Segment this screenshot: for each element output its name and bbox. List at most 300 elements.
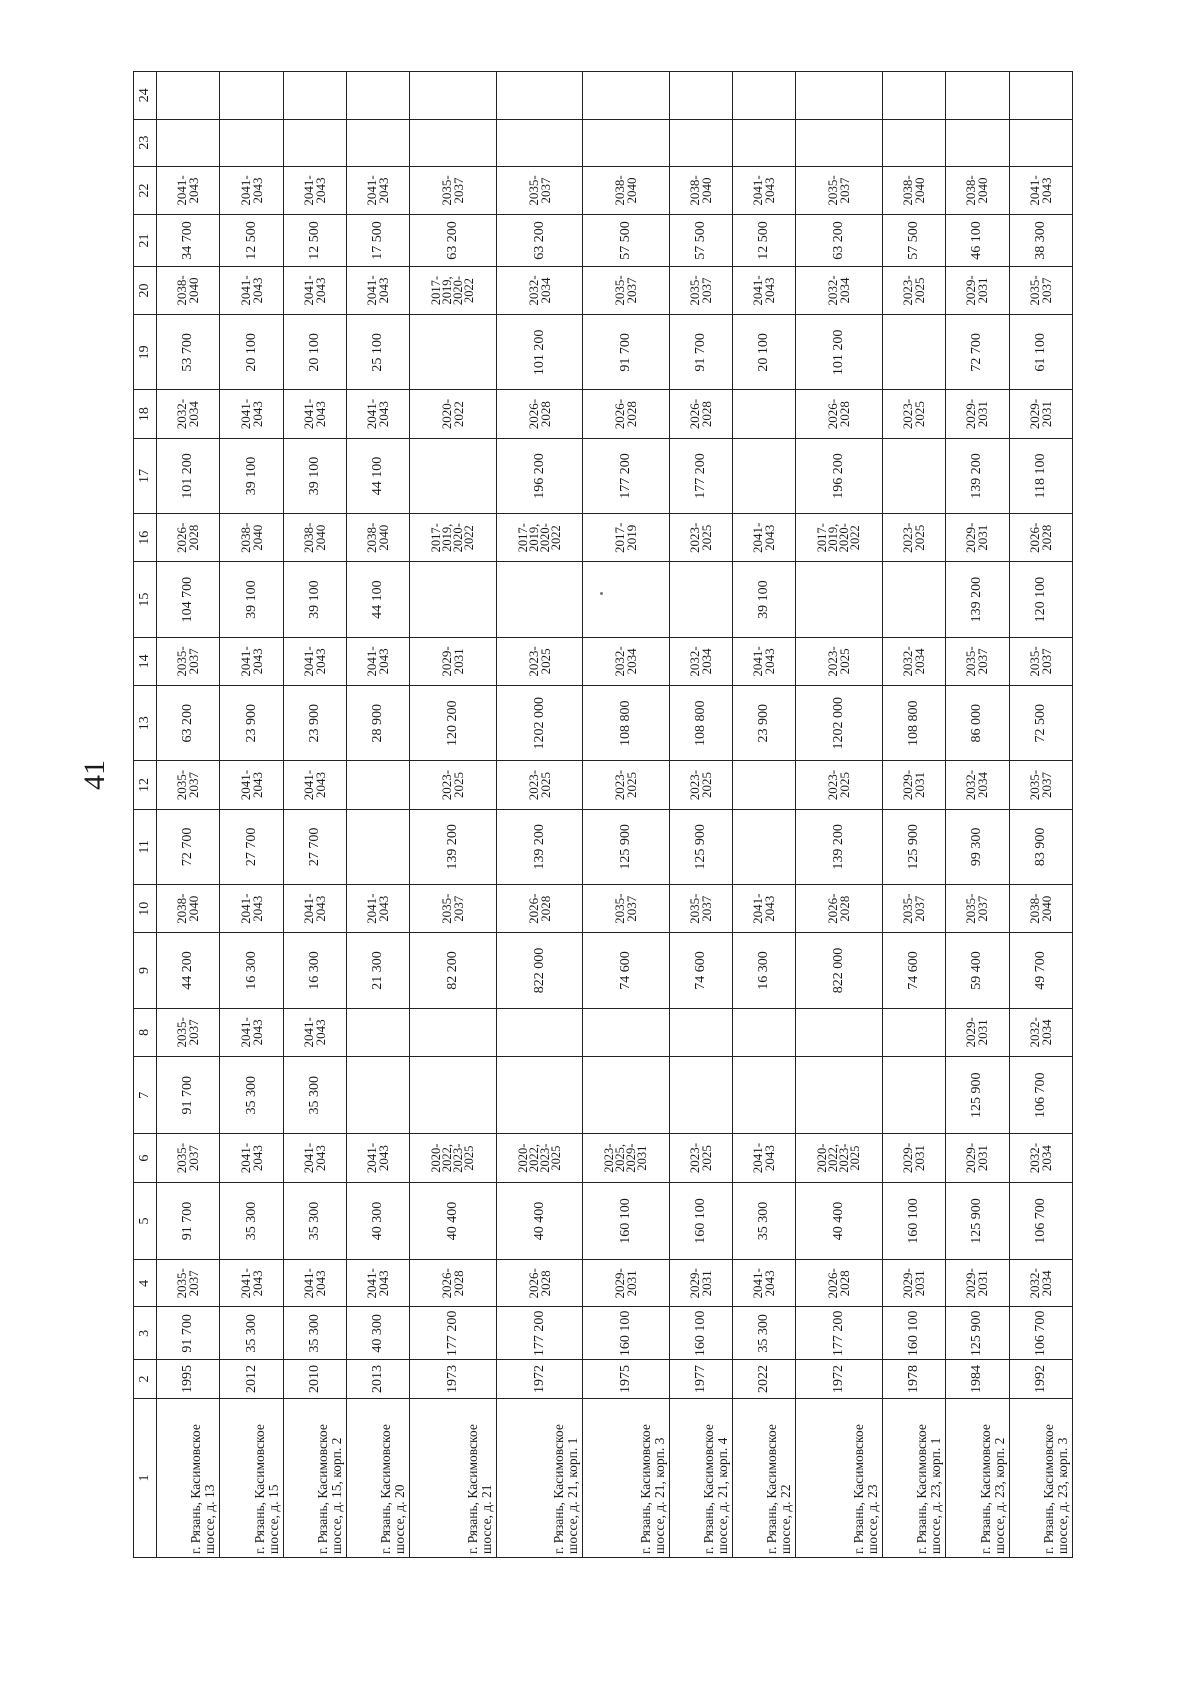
table-cell <box>157 119 220 166</box>
table-cell: 2029- 2031 <box>946 514 1009 562</box>
table-cell: 125 900 <box>946 1057 1009 1134</box>
table-cell: 2041- 2043 <box>347 390 410 438</box>
address-cell: г. Рязань, Касимовское шоссе, д. 21, корп. 4 <box>669 1398 732 1557</box>
table-cell <box>347 809 410 884</box>
table-cell: 106 700 <box>1009 1307 1073 1360</box>
table-cell: 160 100 <box>882 1182 945 1259</box>
table-cell <box>347 119 410 166</box>
table-cell: 108 800 <box>882 686 945 761</box>
table-cell: 2035- 2037 <box>946 637 1009 685</box>
table-cell: 2020- 2022, 2023- 2025 <box>410 1134 496 1182</box>
table-cell: 2023- 2025 <box>796 637 882 685</box>
table-cell: 2029- 2031 <box>946 1008 1009 1056</box>
table-cell <box>220 72 283 120</box>
table-cell <box>669 119 732 166</box>
table-cell: 46 100 <box>946 215 1009 267</box>
table-row <box>220 72 283 1558</box>
table-cell: 2035- 2037 <box>669 885 732 933</box>
table-row <box>946 72 1009 1558</box>
table-cell: 2041- 2043 <box>283 1008 346 1056</box>
table-cell: 196 200 <box>496 438 582 513</box>
table-cell: 2029- 2031 <box>946 1134 1009 1182</box>
column-number-cell: 14 <box>134 637 157 685</box>
table-cell: 2035- 2037 <box>1009 637 1073 685</box>
table-cell: 35 300 <box>220 1057 283 1134</box>
column-number-cell: 8 <box>134 1008 157 1056</box>
table-row <box>583 72 669 1558</box>
table-cell: 2038- 2040 <box>220 514 283 562</box>
table-cell: 2035- 2037 <box>946 885 1009 933</box>
table-cell: 2041- 2043 <box>220 390 283 438</box>
table-cell: 2035- 2037 <box>157 1260 220 1307</box>
table-cell <box>583 72 669 120</box>
table-cell <box>1009 72 1073 120</box>
table-cell: 72 500 <box>1009 686 1073 761</box>
table-cell: 177 200 <box>583 438 669 513</box>
table-cell: 2038- 2040 <box>347 514 410 562</box>
column-number-cell: 6 <box>134 1134 157 1182</box>
table-cell <box>583 1057 669 1134</box>
table-cell: 2026- 2028 <box>796 885 882 933</box>
column-number-row <box>134 72 157 1558</box>
table-cell: 40 400 <box>496 1182 582 1259</box>
table-cell: 63 200 <box>496 215 582 267</box>
table-cell: 2041- 2043 <box>347 885 410 933</box>
table-cell <box>583 562 669 637</box>
table-cell: 2041- 2043 <box>220 761 283 809</box>
table-cell: 39 100 <box>283 562 346 637</box>
table-cell: 2023- 2025 <box>669 761 732 809</box>
address-cell: г. Рязань, Касимовское шоссе, д. 23, корп. 3 <box>1009 1398 1073 1557</box>
table-cell: 2041- 2043 <box>220 637 283 685</box>
table-cell <box>410 1008 496 1056</box>
table-cell: 2023- 2025, 2029- 2031 <box>583 1134 669 1182</box>
table-cell: 2017- 2019, 2020- 2022 <box>496 514 582 562</box>
column-number-cell: 20 <box>134 266 157 314</box>
table-cell: 2029- 2031 <box>882 1134 945 1182</box>
table-cell: 49 700 <box>1009 933 1073 1008</box>
table-cell <box>733 438 796 513</box>
table-cell: 101 200 <box>496 315 582 390</box>
column-number-cell: 9 <box>134 933 157 1008</box>
table-cell: 2041- 2043 <box>220 266 283 314</box>
table-cell: 2032- 2034 <box>496 266 582 314</box>
table-cell: 39 100 <box>220 438 283 513</box>
table-cell: 160 100 <box>583 1182 669 1259</box>
table-cell: 2035- 2037 <box>157 637 220 685</box>
table-cell <box>496 72 582 120</box>
table-cell: 12 500 <box>733 215 796 267</box>
table-cell: 120 100 <box>1009 562 1073 637</box>
table-cell: 2023- 2025 <box>669 1134 732 1182</box>
table-cell: 2029- 2031 <box>410 637 496 685</box>
table-cell: 2026- 2028 <box>496 885 582 933</box>
address-cell: г. Рязань, Касимовское шоссе, д. 23 <box>796 1398 882 1557</box>
build-year-cell: 2012 <box>220 1360 283 1399</box>
table-cell: 74 600 <box>882 933 945 1008</box>
table-cell: 99 300 <box>946 809 1009 884</box>
build-year-cell: 1995 <box>157 1360 220 1399</box>
table-cell <box>733 1008 796 1056</box>
table-cell: 139 200 <box>410 809 496 884</box>
table-cell: 2038- 2040 <box>157 885 220 933</box>
table-cell: 20 100 <box>220 315 283 390</box>
table-cell: 2041- 2043 <box>733 514 796 562</box>
table-cell: 2035- 2037 <box>496 166 582 214</box>
table-cell: 72 700 <box>946 315 1009 390</box>
table-cell <box>347 1057 410 1134</box>
capital-repair-schedule-table <box>133 71 1073 1558</box>
table-row <box>733 72 796 1558</box>
table-cell: 822 000 <box>796 933 882 1008</box>
table-cell: 82 200 <box>410 933 496 1008</box>
table-cell <box>882 562 945 637</box>
table-row <box>496 72 582 1558</box>
table-cell: 57 500 <box>882 215 945 267</box>
table-cell: 2038- 2040 <box>669 166 732 214</box>
table-cell: 23 900 <box>733 686 796 761</box>
table-cell: 2041- 2043 <box>283 885 346 933</box>
table-cell: 108 800 <box>669 686 732 761</box>
table-cell: 2041- 2043 <box>220 1008 283 1056</box>
table-cell: 20 100 <box>283 315 346 390</box>
table-cell: 2041- 2043 <box>283 637 346 685</box>
table-cell: 2023- 2025 <box>496 637 582 685</box>
column-number-cell: 16 <box>134 514 157 562</box>
table-cell: 38 300 <box>1009 215 1073 267</box>
table-cell: 2041- 2043 <box>733 1134 796 1182</box>
column-number-cell: 17 <box>134 438 157 513</box>
table-cell: 125 900 <box>946 1307 1009 1360</box>
table-cell <box>733 390 796 438</box>
table-cell <box>347 72 410 120</box>
table-cell: 2026- 2028 <box>669 390 732 438</box>
table-cell: 17 500 <box>347 215 410 267</box>
table-cell: 2023- 2025 <box>496 761 582 809</box>
table-cell: 2041- 2043 <box>733 166 796 214</box>
table-cell: 27 700 <box>283 809 346 884</box>
table-cell: 160 100 <box>882 1307 945 1360</box>
table-cell: 177 200 <box>669 438 732 513</box>
table-cell: 91 700 <box>583 315 669 390</box>
table-cell: 125 900 <box>946 1182 1009 1259</box>
address-cell: г. Рязань, Касимовское шоссе, д. 13 <box>157 1398 220 1557</box>
table-cell: 39 100 <box>283 438 346 513</box>
table-cell: 57 500 <box>669 215 732 267</box>
table-cell <box>733 72 796 120</box>
table-cell: 2035- 2037 <box>1009 761 1073 809</box>
table-cell: 2023- 2025 <box>410 761 496 809</box>
table-cell: 2032- 2034 <box>1009 1008 1073 1056</box>
table-cell: 1202 000 <box>796 686 882 761</box>
table-row <box>796 72 882 1558</box>
table-cell: 2029- 2031 <box>946 390 1009 438</box>
table-cell <box>410 72 496 120</box>
table-cell: 2035- 2037 <box>583 266 669 314</box>
table-cell: 23 900 <box>220 686 283 761</box>
column-number-cell: 21 <box>134 215 157 267</box>
column-number-cell: 11 <box>134 809 157 884</box>
table-cell: 2029- 2031 <box>669 1260 732 1307</box>
table-cell: 91 700 <box>157 1057 220 1134</box>
table-cell <box>733 809 796 884</box>
table-cell <box>946 72 1009 120</box>
table-row <box>410 72 496 1558</box>
table-cell: 2041- 2043 <box>347 266 410 314</box>
table-cell: 2035- 2037 <box>669 266 732 314</box>
address-cell: г. Рязань, Касимовское шоссе, д. 15 <box>220 1398 283 1557</box>
table-cell: 35 300 <box>220 1182 283 1259</box>
column-number-cell: 15 <box>134 562 157 637</box>
table-cell: 139 200 <box>946 438 1009 513</box>
table-cell: 72 700 <box>157 809 220 884</box>
table-cell: 125 900 <box>669 809 732 884</box>
table-row <box>882 72 945 1558</box>
table-cell: 2035- 2037 <box>882 885 945 933</box>
table-cell: 2041- 2043 <box>283 761 346 809</box>
table-cell: 2041- 2043 <box>283 166 346 214</box>
table-cell: 35 300 <box>733 1182 796 1259</box>
table-cell: 2038- 2040 <box>882 166 945 214</box>
column-number-cell: 5 <box>134 1182 157 1259</box>
table-cell: 1202 000 <box>496 686 582 761</box>
address-cell: г. Рязань, Касимовское шоссе, д. 23, корп. 1 <box>882 1398 945 1557</box>
table-cell: 2026- 2028 <box>583 390 669 438</box>
table-cell <box>496 1008 582 1056</box>
address-cell: г. Рязань, Касимовское шоссе, д. 15, корп. 2 <box>283 1398 346 1557</box>
table-cell: 2029- 2031 <box>946 266 1009 314</box>
table-cell: 2032- 2034 <box>157 390 220 438</box>
table-cell <box>583 1008 669 1056</box>
address-cell: г. Рязань, Касимовское шоссе, д. 21, корп. 3 <box>583 1398 669 1557</box>
table-cell: 2035- 2037 <box>157 761 220 809</box>
table-cell: 40 300 <box>347 1307 410 1360</box>
table-cell: 2038- 2040 <box>583 166 669 214</box>
table-cell: 2041- 2043 <box>1009 166 1073 214</box>
table-cell: 2041- 2043 <box>283 1260 346 1307</box>
table-cell <box>669 1008 732 1056</box>
table-cell: 2020- 2022 <box>410 390 496 438</box>
address-cell: г. Рязань, Касимовское шоссе, д. 21 <box>410 1398 496 1557</box>
table-cell <box>347 1008 410 1056</box>
table-cell <box>583 119 669 166</box>
build-year-cell: 1992 <box>1009 1360 1073 1399</box>
table-cell: 2026- 2028 <box>157 514 220 562</box>
build-year-cell: 2022 <box>733 1360 796 1399</box>
column-number-cell: 3 <box>134 1307 157 1360</box>
table-cell: 2026- 2028 <box>1009 514 1073 562</box>
table-cell <box>796 1057 882 1134</box>
table-cell: 2035- 2037 <box>157 1008 220 1056</box>
table-cell <box>410 1057 496 1134</box>
address-cell: г. Рязань, Касимовское шоссе, д. 20 <box>347 1398 410 1557</box>
table-cell: 101 200 <box>157 438 220 513</box>
table-cell: 27 700 <box>220 809 283 884</box>
table-cell <box>410 438 496 513</box>
table-cell: 160 100 <box>583 1307 669 1360</box>
table-cell: 2041- 2043 <box>157 166 220 214</box>
table-cell: 2017- 2019, 2020- 2022 <box>796 514 882 562</box>
table-cell <box>496 1057 582 1134</box>
table-cell: 106 700 <box>1009 1057 1073 1134</box>
table-cell: 63 200 <box>157 686 220 761</box>
table-cell: 2032- 2034 <box>583 637 669 685</box>
table-cell: 2041- 2043 <box>347 1260 410 1307</box>
table-row <box>157 72 220 1558</box>
table-cell <box>410 562 496 637</box>
table-cell: 2041- 2043 <box>220 1134 283 1182</box>
table-cell: 35 300 <box>283 1182 346 1259</box>
table-cell: 2029- 2031 <box>882 761 945 809</box>
table-cell: 2041- 2043 <box>220 1260 283 1307</box>
table-cell: 2017- 2019, 2020- 2022 <box>410 266 496 314</box>
column-number-cell: 12 <box>134 761 157 809</box>
build-year-cell: 1972 <box>496 1360 582 1399</box>
table-cell: 2032- 2034 <box>946 761 1009 809</box>
table-cell <box>410 315 496 390</box>
column-number-cell: 18 <box>134 390 157 438</box>
table-cell: 21 300 <box>347 933 410 1008</box>
table-cell: 23 900 <box>283 686 346 761</box>
table-cell: 139 200 <box>496 809 582 884</box>
table-cell <box>796 72 882 120</box>
table-cell: 177 200 <box>796 1307 882 1360</box>
build-year-cell: 2013 <box>347 1360 410 1399</box>
build-year-cell: 2010 <box>283 1360 346 1399</box>
page-number: 41 <box>78 760 111 790</box>
table-cell: 2041- 2043 <box>347 1134 410 1182</box>
table-cell: 2026- 2028 <box>796 1260 882 1307</box>
table-cell: 139 200 <box>796 809 882 884</box>
table-cell: 2020- 2022, 2023- 2025 <box>496 1134 582 1182</box>
table-cell: 2026- 2028 <box>496 1260 582 1307</box>
table-cell <box>283 72 346 120</box>
table-cell: 2035- 2037 <box>410 166 496 214</box>
table-cell <box>796 1008 882 1056</box>
table-cell <box>733 761 796 809</box>
table-cell <box>1009 119 1073 166</box>
table-cell: 2032- 2034 <box>669 637 732 685</box>
table-cell: 139 200 <box>946 562 1009 637</box>
table-cell: 44 200 <box>157 933 220 1008</box>
column-number-cell: 10 <box>134 885 157 933</box>
table-cell <box>882 1057 945 1134</box>
table-cell: 2038- 2040 <box>283 514 346 562</box>
table-cell: 2023- 2025 <box>583 761 669 809</box>
table-row <box>283 72 346 1558</box>
rotated-table-container <box>133 71 1073 1558</box>
table-cell: 63 200 <box>796 215 882 267</box>
table-cell: 61 100 <box>1009 315 1073 390</box>
address-cell: г. Рязань, Касимовское шоссе, д. 22 <box>733 1398 796 1557</box>
table-cell: 2026- 2028 <box>410 1260 496 1307</box>
table-cell: 40 300 <box>347 1182 410 1259</box>
table-cell: 196 200 <box>796 438 882 513</box>
table-cell: 2038- 2040 <box>1009 885 1073 933</box>
column-number-cell: 7 <box>134 1057 157 1134</box>
table-cell: 2017- 2019 <box>583 514 669 562</box>
table-cell: 35 300 <box>283 1307 346 1360</box>
table-cell: 83 900 <box>1009 809 1073 884</box>
table-cell: 2038- 2040 <box>946 166 1009 214</box>
table-cell: 2026- 2028 <box>796 390 882 438</box>
table-cell <box>882 72 945 120</box>
table-cell: 53 700 <box>157 315 220 390</box>
table-cell: 2041- 2043 <box>220 885 283 933</box>
column-number-cell: 1 <box>134 1398 157 1557</box>
column-number-cell: 23 <box>134 119 157 166</box>
column-number-cell: 13 <box>134 686 157 761</box>
table-cell: 91 700 <box>157 1307 220 1360</box>
table-cell: 125 900 <box>583 809 669 884</box>
table-cell: 34 700 <box>157 215 220 267</box>
table-cell: 822 000 <box>496 933 582 1008</box>
table-cell: 2035- 2037 <box>157 1134 220 1182</box>
build-year-cell: 1984 <box>946 1360 1009 1399</box>
column-number-cell: 2 <box>134 1360 157 1399</box>
table-cell <box>496 562 582 637</box>
table-cell: 86 000 <box>946 686 1009 761</box>
table-cell: 118 100 <box>1009 438 1073 513</box>
table-cell <box>733 1057 796 1134</box>
table-cell <box>157 72 220 120</box>
address-cell: г. Рязань, Касимовское шоссе, д. 21, корп. 1 <box>496 1398 582 1557</box>
table-cell: 2038- 2040 <box>157 266 220 314</box>
table-cell: 108 800 <box>583 686 669 761</box>
table-cell <box>946 119 1009 166</box>
table-cell: 2035- 2037 <box>583 885 669 933</box>
table-cell <box>882 315 945 390</box>
table-cell: 2029- 2031 <box>583 1260 669 1307</box>
table-body <box>134 72 1073 1558</box>
table-cell: 2023- 2025 <box>882 390 945 438</box>
table-cell: 2035- 2037 <box>410 885 496 933</box>
table-cell: 2041- 2043 <box>347 637 410 685</box>
table-row <box>1009 72 1073 1558</box>
table-cell: 2035- 2037 <box>1009 266 1073 314</box>
table-cell <box>347 761 410 809</box>
table-cell: 39 100 <box>220 562 283 637</box>
table-cell: 57 500 <box>583 215 669 267</box>
table-cell <box>283 119 346 166</box>
address-cell: г. Рязань, Касимовское шоссе, д. 23, корп. 2 <box>946 1398 1009 1557</box>
table-cell: 2041- 2043 <box>347 166 410 214</box>
table-cell: 16 300 <box>220 933 283 1008</box>
table-cell: 74 600 <box>583 933 669 1008</box>
table-cell: 2029- 2031 <box>946 1260 1009 1307</box>
table-cell: 2041- 2043 <box>733 885 796 933</box>
table-cell: 40 400 <box>410 1182 496 1259</box>
build-year-cell: 1975 <box>583 1360 669 1399</box>
table-cell: 120 200 <box>410 686 496 761</box>
table-cell: 2032- 2034 <box>1009 1134 1073 1182</box>
table-cell: 63 200 <box>410 215 496 267</box>
table-cell: 91 700 <box>669 315 732 390</box>
table-cell <box>669 562 732 637</box>
table-cell <box>220 119 283 166</box>
table-cell: 2029- 2031 <box>882 1260 945 1307</box>
table-cell: 35 300 <box>220 1307 283 1360</box>
table-cell <box>669 1057 732 1134</box>
table-cell: 12 500 <box>220 215 283 267</box>
table-cell: 59 400 <box>946 933 1009 1008</box>
table-cell <box>410 119 496 166</box>
table-cell: 74 600 <box>669 933 732 1008</box>
build-year-cell: 1972 <box>796 1360 882 1399</box>
table-cell: 2023- 2025 <box>669 514 732 562</box>
table-cell <box>796 119 882 166</box>
table-cell <box>669 72 732 120</box>
